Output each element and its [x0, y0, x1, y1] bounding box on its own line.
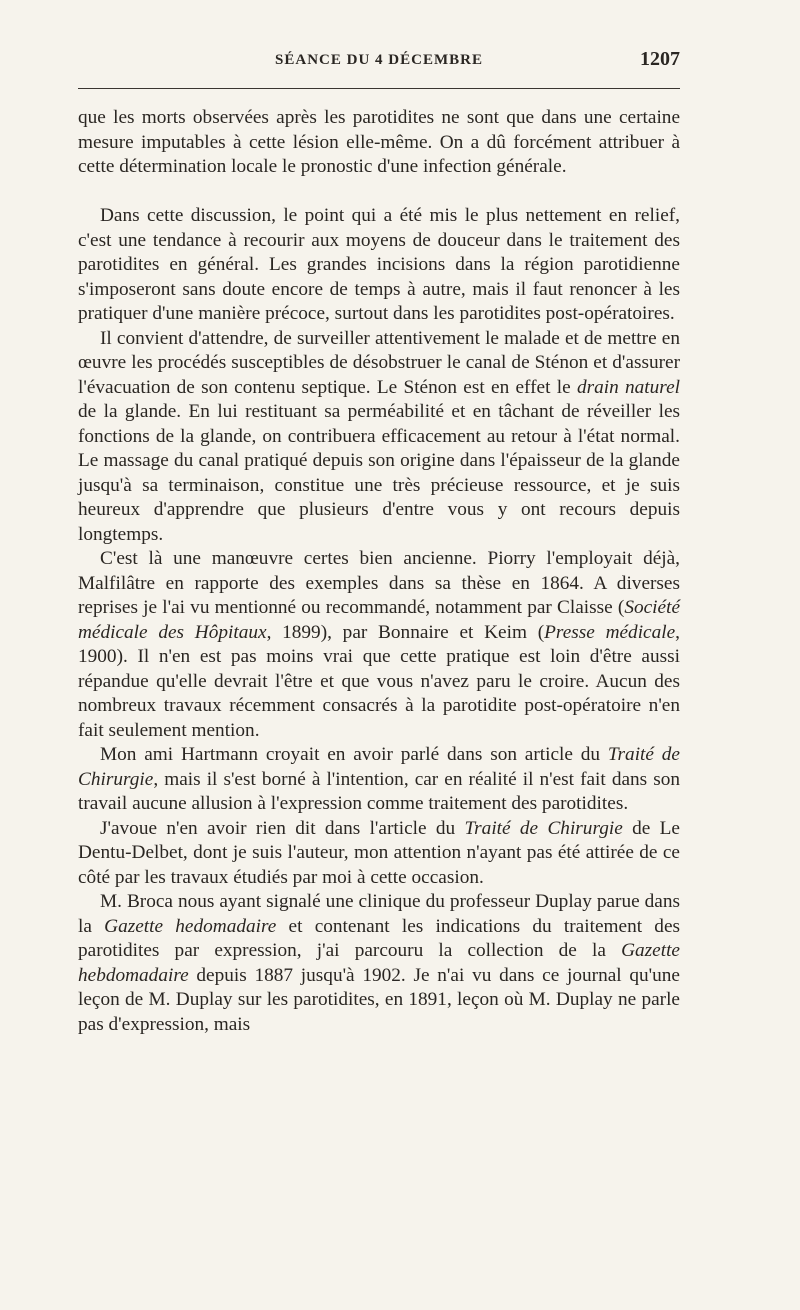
- text-run: de Le Dentu-Delbet, dont je suis l'auteur, mon attention n'ayant pas été attirée de ce côté par les travaux étudiés par moi à cette occasion.: [78, 817, 680, 888]
- paragraph: [78, 204, 680, 327]
- italic-phrase: Traité de Chirurgie: [78, 744, 680, 790]
- text-run: que les morts observées après les parotidites ne sont que dans une certaine mesure imputables à cette lésion elle-même. On a dû forcément attribuer à cette détermination locale le pronostic d'une infection générale.: [78, 107, 680, 177]
- paragraph: [78, 743, 680, 817]
- page-number: 1207: [640, 48, 680, 70]
- text-run: de la glande. En lui restituant sa perméabilité et en tâchant de réveiller les fonctions de la glande, on contribuera efficacement au retour à l'état normal. Le massage du canal pratiqué depuis son origine dans l'épaisseur de la glande jusqu'à sa terminaison, constitue une très précieuse ressource, et je suis heureux d'apprendre que plusieurs d'entre vous y ont recours depuis longtemps.: [78, 401, 680, 545]
- text-run: C'est là une manœuvre certes bien ancienne. Piorry l'employait déjà, Malfilâtre en rapporte des exemples dans sa thèse en 1864. A diverses reprises je l'ai vu mentionné ou recommandé, notamment par Claisse (: [78, 548, 680, 618]
- text-run: Dans cette discussion, le point qui a été mis le plus nettement en relief, c'est une tendance à recourir aux moyens de douceur dans le traitement des parotidites en général. Les grandes incisions dans la région parotidienne s'imposeront sans doute encore de temps à autre, mais il faut renoncer à les pratiquer d'une manière précoce, surtout dans les parotidites post-opératoires.: [78, 205, 680, 324]
- header-rule: [78, 88, 680, 89]
- italic-phrase: Gazette hebdomadaire: [78, 940, 680, 986]
- italic-phrase: Gazette hedomadaire: [104, 915, 277, 937]
- body-text: [78, 106, 680, 1037]
- text-run: Il convient d'attendre, de surveiller attentivement le malade et de mettre en œuvre les procédés susceptibles de désobstruer le canal de Sténon et d'assurer l'évacuation de son contenu septique. Le Sténon est en effet le: [78, 327, 680, 398]
- italic-phrase: Société médicale des Hôpitaux: [78, 597, 680, 643]
- running-title: SÉANCE DU 4 DÉCEMBRE: [275, 52, 483, 68]
- text-run: , 1899), par Bonnaire et Keim (: [266, 621, 545, 643]
- text-run: , mais il s'est borné à l'intention, car en réalité il n'est fait dans son travail aucune allusion à l'expression comme traitement des parotidites.: [78, 768, 680, 814]
- text-run: Mon ami Hartmann croyait en avoir parlé dans son article du: [100, 744, 608, 765]
- paragraph: [78, 547, 680, 743]
- text-run: , 1900). Il n'en est pas moins vrai que cette pratique est loin d'être aussi répandue qu'elle devrait l'être et que vous n'avez paru le croire. Aucun des nombreux travaux récemment consacrés à la parotidite post-opératoire n'en fait seulement mention.: [78, 621, 680, 741]
- italic-phrase: Presse médicale: [544, 621, 676, 643]
- text-run: depuis 1887 jusqu'à 1902. Je n'ai vu dans ce journal qu'une leçon de M. Duplay sur les parotidites, en 1891, leçon où M. Duplay ne parle pas d'expression, mais: [78, 964, 680, 1035]
- text-run: J'avoue n'en avoir rien dit dans l'article du: [100, 817, 465, 839]
- paragraph: [78, 817, 680, 891]
- italic-phrase: drain naturel: [576, 376, 680, 398]
- paragraph: [78, 890, 680, 1037]
- italic-phrase: Traité de Chirurgie: [464, 817, 623, 839]
- paragraph: [78, 327, 680, 548]
- paragraph: [78, 106, 680, 180]
- text-run: et contenant les indications du traitement des parotidites par expression, j'ai parcouru la collection de la: [78, 915, 680, 961]
- page-header: [78, 48, 680, 78]
- text-run: M. Broca nous ayant signalé une clinique du professeur Duplay parue dans la: [78, 891, 680, 937]
